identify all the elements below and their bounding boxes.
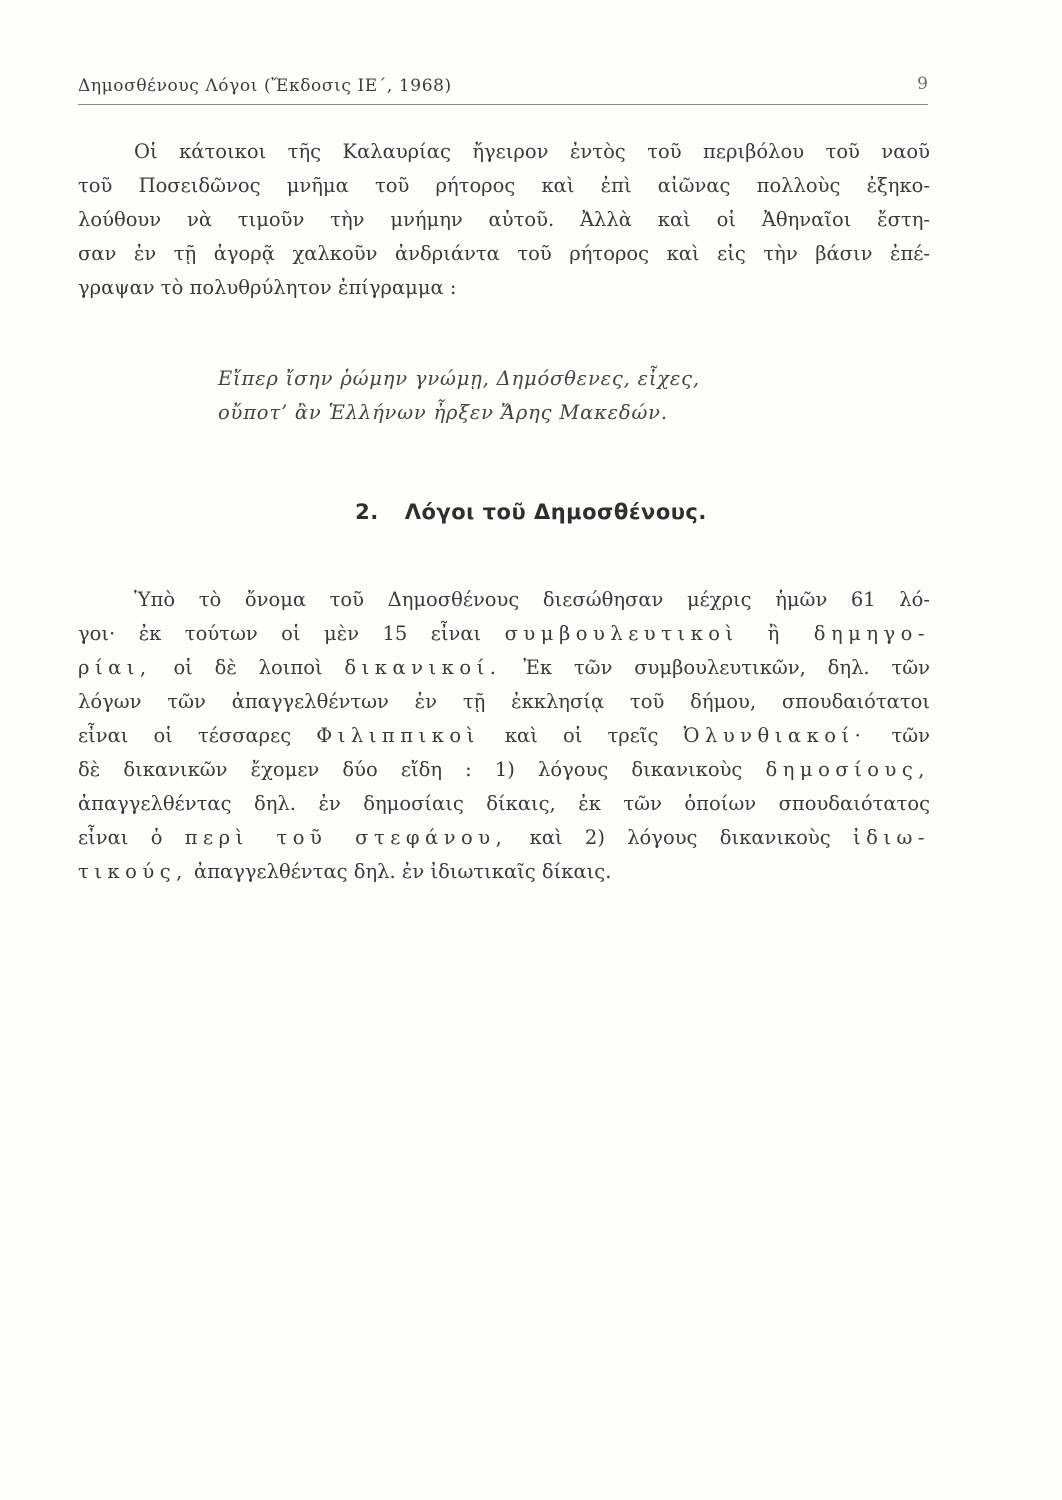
paragraph-line: Ὑπὸ τὸ ὄνομα τοῦ Δημοσθένους διεσώθησαν μέχρις ἡμῶν 61 λό- [134, 588, 930, 611]
main-paragraph [78, 583, 930, 889]
epigram-verse-2: οὔποτ’ ἂν Ἑλλήνων ἦρξεν Ἄρης Μακεδών. [218, 401, 668, 424]
text-run: εἶναι οἱ τέσσαρες [78, 724, 317, 747]
paragraph-line [78, 617, 930, 651]
spaced-term: περὶ τοῦ στεφάνου, [184, 826, 508, 849]
running-title: Δημοσθένους Λόγοι (Ἔκδοσις ΙΕ΄, 1968) [78, 76, 452, 96]
text-run: γοι· ἐκ τούτων οἱ μὲν 15 εἶναι [78, 622, 505, 645]
text-run: εἶναι ὁ [78, 826, 185, 849]
spaced-term: δημοσίους, [765, 758, 930, 781]
section-heading [0, 500, 1062, 524]
intro-line: λούθουν νὰ τιμοῦν τὴν μνήμην αὐτοῦ. Ἀλλὰ καὶ οἱ Ἀθηναῖοι ἔστη- [78, 208, 930, 231]
epigram-verse-1: Εἴπερ ἴσην ῥώμην γνώμῃ, Δημόσθενες, εἶχες, [218, 367, 700, 390]
text-run: δὲ δικανικῶν ἔχομεν δύο εἴδη : 1) λόγους δικανικοὺς [78, 758, 766, 781]
section-title: Λόγοι τοῦ Δημοσθένους. [404, 500, 707, 524]
running-head [78, 74, 928, 104]
paragraph-line: ἀπαγγελθέντας δηλ. ἐν δημοσίαις δίκαις, ἐκ τῶν ὁποίων σπουδαιότατος [78, 792, 930, 815]
spaced-term: ἰδιω- [852, 826, 930, 849]
intro-paragraph [78, 135, 930, 305]
paragraph-line [78, 821, 930, 855]
section-number: 2. [355, 500, 379, 524]
intro-line: Οἱ κάτοικοι τῆς Καλαυρίας ἤγειρον ἐντὸς τοῦ περιβόλου τοῦ ναοῦ [134, 140, 930, 163]
paragraph-line: λόγων τῶν ἀπαγγελθέντων ἐν τῇ ἐκκλησίᾳ τοῦ δήμου, σπουδαιότατοι [78, 690, 930, 713]
paragraph-line [78, 855, 930, 889]
text-run: Ἐκ τῶν συμβουλευτικῶν, δηλ. τῶν [501, 656, 930, 679]
paragraph-line [78, 719, 930, 753]
spaced-term: συμβουλευτικοὶ ἢ δημηγο- [504, 622, 930, 645]
paragraph-line [78, 753, 930, 787]
text-run: οἱ δὲ λοιποὶ [151, 656, 345, 679]
spaced-term: δικανικοί. [344, 656, 502, 679]
header-rule [78, 104, 928, 105]
spaced-term: Φιλιππικοὶ [316, 724, 480, 747]
spaced-term: ρίαι, [78, 656, 152, 679]
page-number: 9 [917, 74, 928, 94]
intro-line: γραψαν τὸ πολυθρύλητον ἐπίγραμμα : [78, 276, 457, 299]
epigram [218, 362, 700, 430]
text-run: καὶ οἱ τρεῖς [479, 724, 684, 747]
paragraph-line [78, 651, 930, 685]
intro-line: τοῦ Ποσειδῶνος μνῆμα τοῦ ρήτορος καὶ ἐπὶ αἰῶνας πολλοὺς ἐξηκο- [78, 174, 930, 197]
text-run: τῶν [866, 724, 930, 747]
text-run: καὶ 2) λόγους δικανικοὺς [507, 826, 853, 849]
spaced-term: Ὀλυνθιακοί· [683, 724, 867, 747]
spaced-term: τικούς, [78, 860, 188, 883]
intro-line: σαν ἐν τῇ ἀγορᾷ χαλκοῦν ἀνδριάντα τοῦ ρήτορος καὶ εἰς τὴν βάσιν ἐπέ- [78, 242, 930, 265]
text-run: ἀπαγγελθέντας δηλ. ἐν ἰδιωτικαῖς δίκαις. [187, 860, 612, 883]
